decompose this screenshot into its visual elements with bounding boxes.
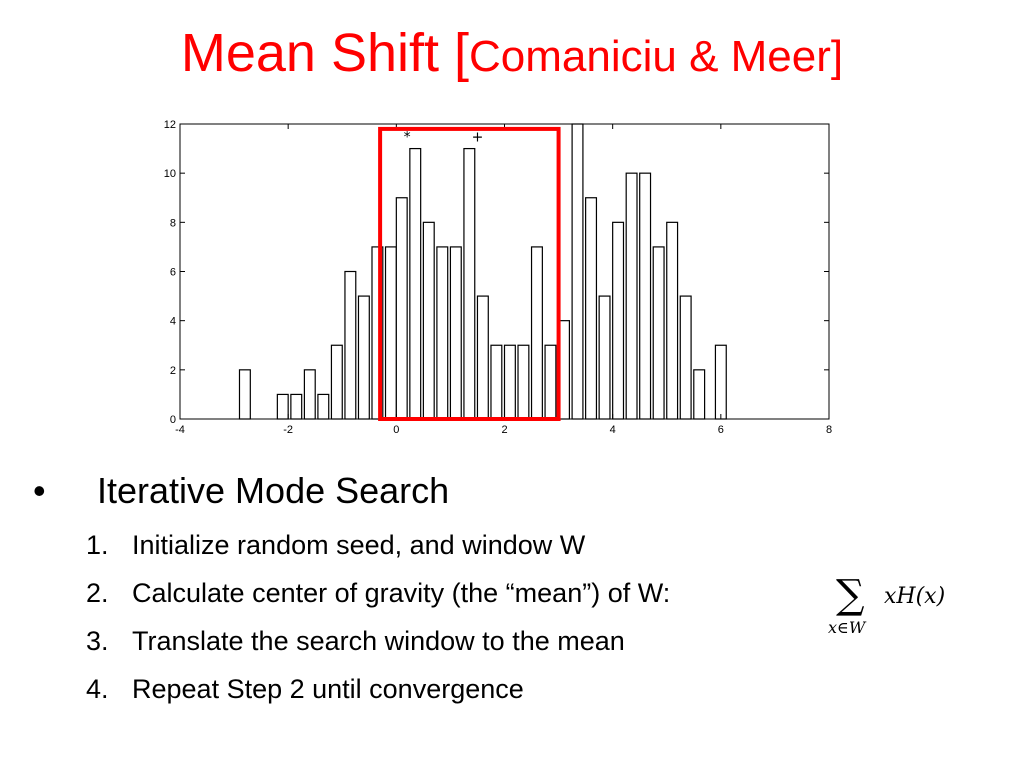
bullet-text: Iterative Mode Search — [97, 470, 450, 511]
y-tick-label: 2 — [169, 364, 176, 377]
title-citation: Comaniciu & Meer] — [469, 32, 844, 81]
summation-expression: xH(x) — [884, 584, 946, 609]
histogram-bar — [518, 345, 529, 419]
histogram-bar — [304, 370, 315, 419]
y-tick-label: 6 — [169, 266, 176, 279]
y-tick-label: 12 — [163, 119, 176, 131]
histogram-bar — [358, 296, 369, 419]
step-3 — [86, 626, 625, 657]
x-tick-label: 6 — [717, 424, 724, 436]
histogram-bar — [694, 370, 705, 419]
step-number: 2. — [86, 578, 109, 608]
histogram-bar — [437, 247, 448, 419]
x-tick-label: 0 — [393, 424, 400, 436]
mode-marker: * — [403, 129, 411, 146]
step-2 — [86, 578, 670, 609]
x-tick-label: 4 — [609, 424, 616, 436]
histogram-bar — [653, 247, 664, 419]
histogram-bar — [291, 394, 302, 419]
bullet-dot: • — [33, 470, 46, 511]
step-number: 1. — [86, 530, 109, 560]
histogram-bar — [667, 222, 678, 419]
x-tick-label: 8 — [825, 424, 833, 436]
title-main: Mean Shift [ — [180, 23, 469, 83]
y-tick-label: 8 — [169, 217, 176, 230]
histogram-bar — [532, 247, 543, 419]
histogram-bar — [318, 394, 329, 419]
histogram-bar — [715, 345, 726, 419]
histogram-bar — [505, 345, 516, 419]
summation-symbol: ∑ — [836, 572, 865, 618]
x-tick-label: 2 — [501, 424, 508, 436]
histogram-bar — [464, 149, 475, 419]
histogram-bar — [626, 173, 637, 419]
step-number: 3. — [86, 626, 109, 656]
y-tick-label: 4 — [169, 315, 176, 328]
x-tick-label: -4 — [175, 424, 185, 436]
histogram-bar — [545, 345, 556, 419]
histogram-bar — [450, 247, 461, 419]
histogram-bar — [613, 222, 624, 419]
histogram-bar — [410, 149, 421, 419]
histogram-bar — [640, 173, 651, 419]
histogram-bar — [396, 198, 407, 419]
histogram-bar — [386, 247, 397, 419]
step-text: Calculate center of gravity (the “mean”) of W: — [132, 578, 671, 608]
histogram-bar — [277, 394, 288, 419]
histogram-bar — [680, 296, 691, 419]
histogram-bar — [477, 296, 488, 419]
summation-subscript: x∈W — [828, 618, 866, 637]
step-text: Initialize random seed, and window W — [132, 530, 586, 560]
histogram-bar — [331, 345, 342, 419]
histogram-bar — [572, 124, 583, 419]
histogram-bar — [239, 370, 250, 419]
step-4 — [86, 674, 524, 705]
histogram-bar — [586, 198, 597, 419]
step-text: Translate the search window to the mean — [132, 626, 625, 656]
y-tick-label: 10 — [163, 168, 176, 181]
step-text: Repeat Step 2 until convergence — [132, 674, 524, 704]
histogram-bar — [491, 345, 502, 419]
mean-marker: + — [471, 129, 484, 146]
y-tick-label: 0 — [169, 414, 176, 426]
histogram-bar — [423, 222, 434, 419]
step-1 — [86, 530, 585, 561]
x-tick-label: -2 — [283, 424, 294, 436]
step-number: 4. — [86, 674, 109, 704]
histogram-bar — [345, 272, 356, 420]
histogram-bar — [599, 296, 610, 419]
